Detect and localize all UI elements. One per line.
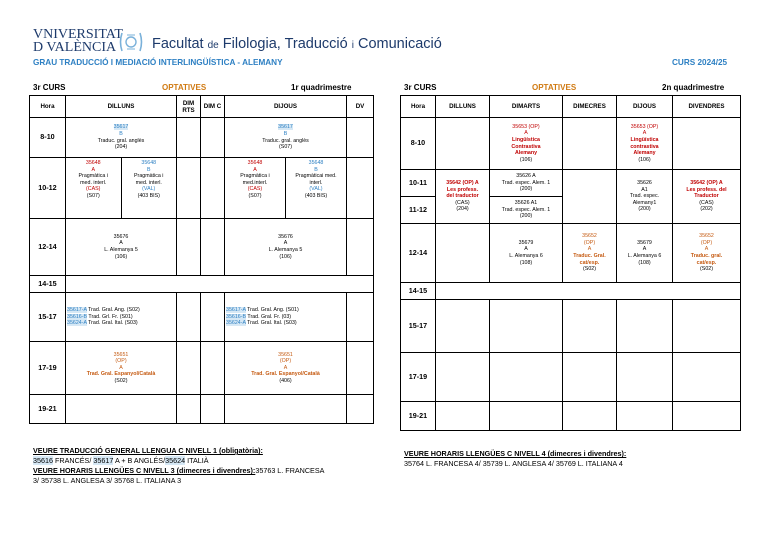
class-cell: 35652 (OP) A Traduc. Gral. cat/esp. (S02)	[563, 224, 617, 283]
uni-line-1: VNIVERSITAT	[33, 27, 123, 42]
class-cell: 35653 (OP) A Lingüística contrastiva Alemany (106)	[617, 118, 673, 170]
footer-left-line1: VEURE TRADUCCIÓ GENERAL LLENGUA C NIVELL 1 (obligatòria):	[33, 446, 263, 455]
hour-cell: 19-21	[401, 402, 436, 431]
class-cell: 35679 A L. Alemanya 6 (108)	[617, 224, 673, 283]
university-logo-text	[33, 28, 123, 54]
col-header-dijous: DIJOUS	[617, 96, 673, 118]
left-optatives-label: OPTATIVES	[162, 83, 207, 92]
hour-cell: 12-14	[401, 224, 436, 283]
hour-cell: 15-17	[401, 300, 436, 353]
hour-cell: 10-11	[401, 170, 436, 197]
col-header-divendres: DV	[347, 96, 374, 118]
class-cell: 35676 A L. Alemanya 5 (106)	[66, 219, 177, 276]
hour-cell: 14-15	[30, 276, 66, 293]
hour-cell: 14-15	[401, 283, 436, 300]
col-header-dilluns: DILLUNS	[436, 96, 490, 118]
hour-cell: 17-19	[401, 353, 436, 402]
course-year: CURS 2024/25	[672, 58, 728, 67]
class-cell: 35642 (OP) A Les profess. del traductor (CAS) (204)	[436, 170, 490, 224]
footer-right-line1: VEURE HORARIS LLENGÜES C NIVELL 4 (dimecres i divendres):	[404, 449, 627, 458]
hour-cell: 8-10	[30, 118, 66, 158]
faculty-title: Facultat de Filologia, Traducció i Comunicació	[152, 36, 442, 52]
class-cell: 35617-A Trad. Gral. Ang. (S01) 35616-B Trad. Gral. Fr. (03) 35624-A Trad. Gral. Ital. (S03)	[225, 293, 347, 342]
footer-right	[404, 449, 744, 469]
footer-right-line2: 35764 L. FRANCESA 4/ 35739 L. ANGLESA 4/ 35769 L. ITALIANA 4	[404, 459, 623, 468]
class-cell: 35617 B Traduc. gral. anglès (S07)	[225, 118, 347, 158]
class-cell-split: 35648 A Pragmàtica i med. interl. (CAS) (S07) 35648 B Pragmàtica i med. interl. (VAL) (403 BIS)	[66, 158, 177, 219]
footer-left-line4: 3/ 35738 L. ANGLESA 3/ 35768 L. ITALIANA 3	[33, 476, 182, 485]
class-cell: 35626 A1 Trad. espec. Alemany1 (200)	[617, 170, 673, 224]
class-cell: 35626 A1 Trad. espec. Alem. 1 (200)	[490, 197, 563, 224]
footer-left-line2: 35616 FRANCÉS/ 35617 A + B ANGLÉS/35624 ITALIÀ	[33, 456, 209, 465]
col-header-dilluns: DILLUNS	[66, 96, 177, 118]
hour-cell: 17-19	[30, 342, 66, 395]
uni-line-2: D VALÈNCIA	[33, 40, 117, 55]
class-cell: 35653 (OP) A Lingüística Contrastiva Alemany (106)	[490, 118, 563, 170]
left-course-label: 3r CURS	[33, 83, 66, 92]
hour-cell: 12-14	[30, 219, 66, 276]
col-header-hora: Hora	[30, 96, 66, 118]
schedule-table-term1	[29, 95, 374, 424]
class-cell-split: 35648 A Pragmàtica i med.interl. (CAS) (S07) 35648 B Pragmàticai med. interl. (VAL) (403 BIS)	[225, 158, 347, 219]
class-cell: 35617 B Traduc. gral. anglès (204)	[66, 118, 177, 158]
right-course-label: 3r CURS	[404, 83, 437, 92]
col-header-hora: Hora	[401, 96, 436, 118]
right-term-label: 2n quadrimestre	[662, 83, 725, 92]
footer-left-line3: VEURE HORARIS LLENGÜES C NIVELL 3 (dimecres i divendres):35763 L. FRANCESA	[33, 466, 325, 475]
class-cell: 35676 A L. Alemanya 5 (106)	[225, 219, 347, 276]
col-header-dimarts: DIMARTS	[490, 96, 563, 118]
hour-cell: 15-17	[30, 293, 66, 342]
university-emblem-icon	[118, 31, 144, 53]
col-header-divendres: DIVENDRES	[673, 96, 741, 118]
hour-cell: 11-12	[401, 197, 436, 224]
hour-cell: 19-21	[30, 395, 66, 424]
class-cell: 35651 (OP) A Trad. Gral. Espanyol/Català (S02)	[66, 342, 177, 395]
class-cell: 35679 A L. Alemanya 6 (108)	[490, 224, 563, 283]
class-cell: 35642 (OP) A Les profess. del Traductor (CAS) (202)	[673, 170, 741, 224]
schedule-table-term2	[400, 95, 741, 431]
hour-cell: 10-12	[30, 158, 66, 219]
degree-title: GRAU TRADUCCIÓ I MEDIACIÓ INTERLINGÜÍSTICA - ALEMANY	[33, 58, 283, 67]
class-cell: 35652 (OP) A Traduc. gral. cat/esp. (S02)	[673, 224, 741, 283]
col-header-dimarts: DIM RTS	[177, 96, 201, 118]
col-header-dimecres: DIM C	[201, 96, 225, 118]
class-cell: 35617-A Trad. Gral. Ang. (S02) 35616-B Trad. Grl. Fr. (S01) 35624-A Trad. Gral. Ital. (S03)	[66, 293, 177, 342]
hour-cell: 8-10	[401, 118, 436, 170]
class-cell: 35651 (OP) A Trad. Gral. Espanyol/Català (406)	[225, 342, 347, 395]
col-header-dijous: DIJOUS	[225, 96, 347, 118]
right-optatives-label: OPTATIVES	[532, 83, 577, 92]
footer-left	[33, 446, 378, 486]
col-header-dimecres: DIMECRES	[563, 96, 617, 118]
left-term-label: 1r quadrimestre	[291, 83, 352, 92]
class-cell: 35626 A Trad. espec. Alem. 1 (200)	[490, 170, 563, 197]
